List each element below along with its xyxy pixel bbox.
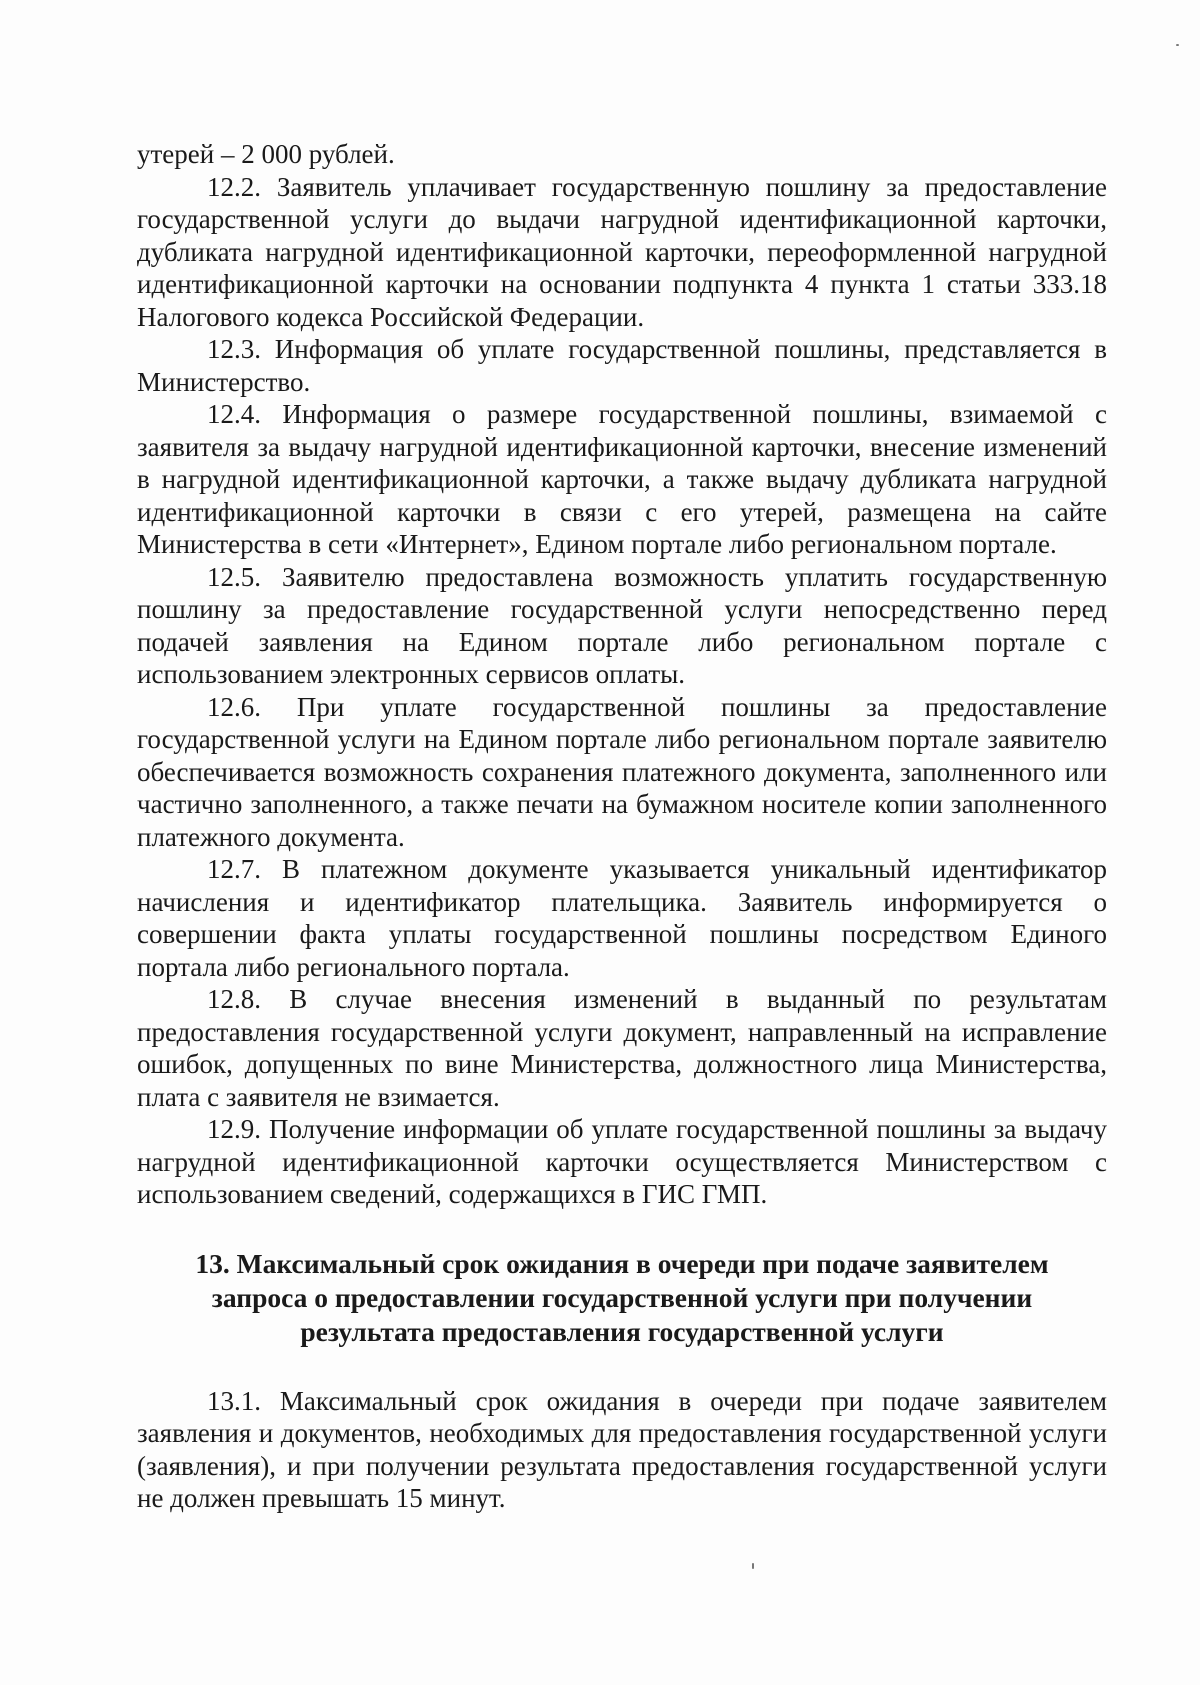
paragraph-12-6: 12.6. При уплате государственной пошлины за предоставление государственной услуги на Едином портале либо региональном портале заявителю обеспечивается возможность сохранения платежного документа, заполненного или частично заполненного, а также печати на бумажном носителе копии заполненного платежного документа. (137, 691, 1107, 852)
document-body (137, 138, 1107, 1515)
paragraph-12-8: 12.8. В случае внесения изменений в выданный по результатам предоставления государственной услуги документ, направленный на исправление ошибок, допущенных по вине Министерства, должностного лица Министерства, плата с заявителя не взимается. (137, 984, 1107, 1112)
paragraph-12-3: 12.3. Информация об уплате государственной пошлины, представляется в Министерство. (137, 334, 1107, 397)
scan-speck (1176, 44, 1179, 46)
scan-speck (752, 1563, 754, 1569)
paragraph-12-5: 12.5. Заявителю предоставлена возможность уплатить государственную пошлину за предоставление государственной услуги непосредственно перед подачей заявления на Едином портале либо региональном портале с использованием электронных сервисов оплаты. (137, 561, 1107, 689)
section-13-heading: 13. Максимальный срок ожидания в очереди при подаче заявителем запроса о предоставлении государственной услуги при получении результата предоставления государственной услуги (195, 1247, 1049, 1347)
paragraph-12-2: 12.2. Заявитель уплачивает государственную пошлину за предоставление государственной услуги до выдачи нагрудной идентификационной карточки, дубликата нагрудной идентификационной карточки, переоформленной нагрудной идентификационной карточки на основании подпункта 4 пункта 1 статьи 333.18 Налогового кодекса Российской Федерации. (137, 171, 1107, 332)
paragraph-12-7: 12.7. В платежном документе указывается уникальный идентификатор начисления и идентификатор плательщика. Заявитель информируется о совершении факта уплаты государственной пошлины посредством Единого портала либо регионального портала. (137, 854, 1107, 982)
paragraph-12-9: 12.9. Получение информации об уплате государственной пошлины за выдачу нагрудной идентификационной карточки осуществляется Министерством с использованием сведений, содержащихся в ГИС ГМП. (137, 1114, 1107, 1209)
paragraph-13-1: 13.1. Максимальный срок ожидания в очереди при подаче заявителем заявления и документов, необходимых для предоставления государственной услуги (заявления), и при получении результата предоставления государственной услуги не должен превышать 15 минут. (137, 1385, 1107, 1513)
paragraph-continuation: утерей – 2 000 рублей. (137, 139, 395, 169)
paragraph-12-4: 12.4. Информация о размере государственной пошлины, взимаемой с заявителя за выдачу нагрудной идентификационной карточки, внесение изменений в нагрудной идентификационной карточки, а также выдачу дубликата нагрудной идентификационной карточки в связи с его утерей, размещена на сайте Министерства в сети «Интернет», Едином портале либо региональном портале. (137, 399, 1107, 559)
